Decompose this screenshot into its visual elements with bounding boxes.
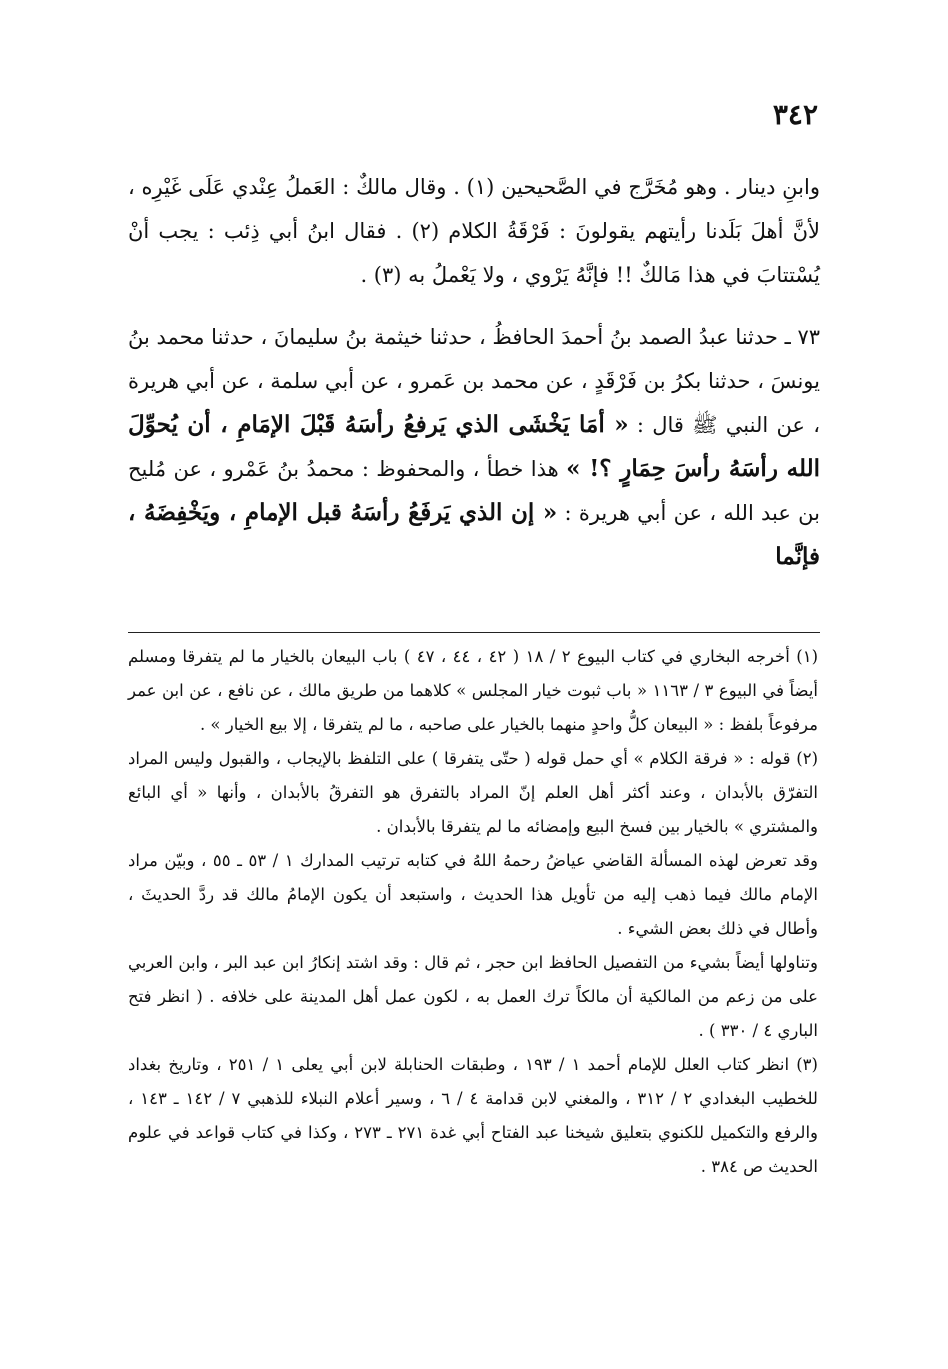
main-text <box>128 165 820 579</box>
hadith-chain: ٧٣ ـ حدثنا عبدُ الصمد بنُ أحمدَ الحافظُ ، حدثنا خيثمة بنُ سليمانَ ، حدثنا محمد بنُ يونسَ ، حدثنا بكرُ بن فَرْقَدٍ ، عن محمد بن عَمرو ، عن أبي سلمة ، عن أبي هريرة ، عن النبي ﷺ قال : <box>128 325 820 437</box>
footnotes <box>128 640 818 1184</box>
footnote-3: (٣) انظر كتاب العلل للإمام أحمد ١ / ١٩٣ ، وطبقات الحنابلة لابن أبي يعلى ١ / ٢٥١ ، وتاريخ بغداد للخطيب البغدادي ٢ / ٣١٢ ، والمغني لابن قدامة ٤ / ٦ ، وسير أعلام النبلاء للذهبي ٧ / ١٤٢ ـ ١٤٣ ، والرفع والتكميل للكنوي بتعليق شيخنا عبد الفتاح أبي غدة ٢٧١ ـ ٢٧٣ ، وكذا في كتاب قواعد في علوم الحديث ص ٣٨٤ . <box>128 1055 818 1176</box>
footnote-2: (٢) قوله : « فرقة الكلام » أي حمل قوله ( حتّى يتفرقا ) على التلفظ بالإيجاب ، والقبول وليس المراد التفرّق بالأبدان ، وعند أكثر أهل العلم إنّ المراد بالتفرق هو التفرقُ بالأبدان ، وأنها « أي البائع والمشتري » بالخيار بين فسخ البيع وإمضائه ما لم يتفرقا بالأبدان . <box>128 749 818 836</box>
footnote-divider <box>128 632 820 633</box>
hadith-text-1: « أمَا يَخْشَى الذي يَرفعُ رأسَهُ قَبْلَ الإمَامِ ، أن يُحوِّلَ الله رأسَهُ رأسَ حِمَارٍ ؟! » <box>128 411 820 482</box>
footnote-2-continued: وقد تعرض لهذه المسألة القاضي عياضُ رحمهُ اللهُ في كتابه ترتيب المدارك ١ / ٥٣ ـ ٥٥ ، وبيّن مراد الإمام مالك فيما ذهب إليه من تأويل هذا الحديث ، واستبعد أن يكون الإمامُ مالك قد ردَّ الحديثَ ، وأطال في ذلك بعض الشيء . <box>128 851 818 938</box>
page-number: ٣٤٢ <box>772 98 818 131</box>
commentary: هذا خطأ ، والمحفوظ : محمدُ بنُ عَمْرو ، عن مُليح بن عبد الله ، عن أبي هريرة : <box>128 457 820 525</box>
footnote-2-continued-2: وتناولها أيضاً بشيء من التفصيل الحافظ ابن حجر ، ثم قال : وقد اشتد إنكارُ ابن عبد البر ، وابن العربي على من زعم من المالكية أن مالكاً ترك العمل به ، لكون عمل أهل المدينة على خلافه . ( انظر فتح الباري ٤ / ٣٣٠ ) . <box>128 953 818 1040</box>
paragraph-1: وابنِ دينار . وهو مُخَرَّج في الصَّحيحين (١) . وقال مالكٌ : العَملُ عِنْدي عَلَى غَيْرِه ، لأنَّ أهلَ بَلَدنا رأيتهم يقولونَ : فَرْقَةُ الكلام (٢) . فقال ابنُ أبي ذِئب : يجب أنْ يُسْتتابَ في هذا مَالكٌ !! فإنَّهُ يَرْوي ، ولا يَعْملُ به (٣) . <box>128 175 821 287</box>
paragraph-2 <box>128 315 820 579</box>
hadith-text-2: « إن الذي يَرفَعُ رأسَهُ قبل الإمامِ ، ويَخْفِضَهُ ، فإنَّما <box>128 499 820 570</box>
footnote-1: (١) أخرجه البخاري في كتاب البيوع ٢ / ١٨ ( ٤٢ ، ٤٤ ، ٤٧ ) باب البيعان بالخيار ما لم يتفرقا ومسلم أيضاً في البيوع ٣ / ١١٦٣ « باب ثبوت خيار المجلس » كلاهما من طريق مالك ، عن نافع ، عن ابن عمر مرفوعاً بلفظ : « البيعان كلُّ واحدٍ منهما بالخيار على صاحبه ، ما لم يتفرقا ، إلا بيع الخيار » . <box>128 647 818 734</box>
